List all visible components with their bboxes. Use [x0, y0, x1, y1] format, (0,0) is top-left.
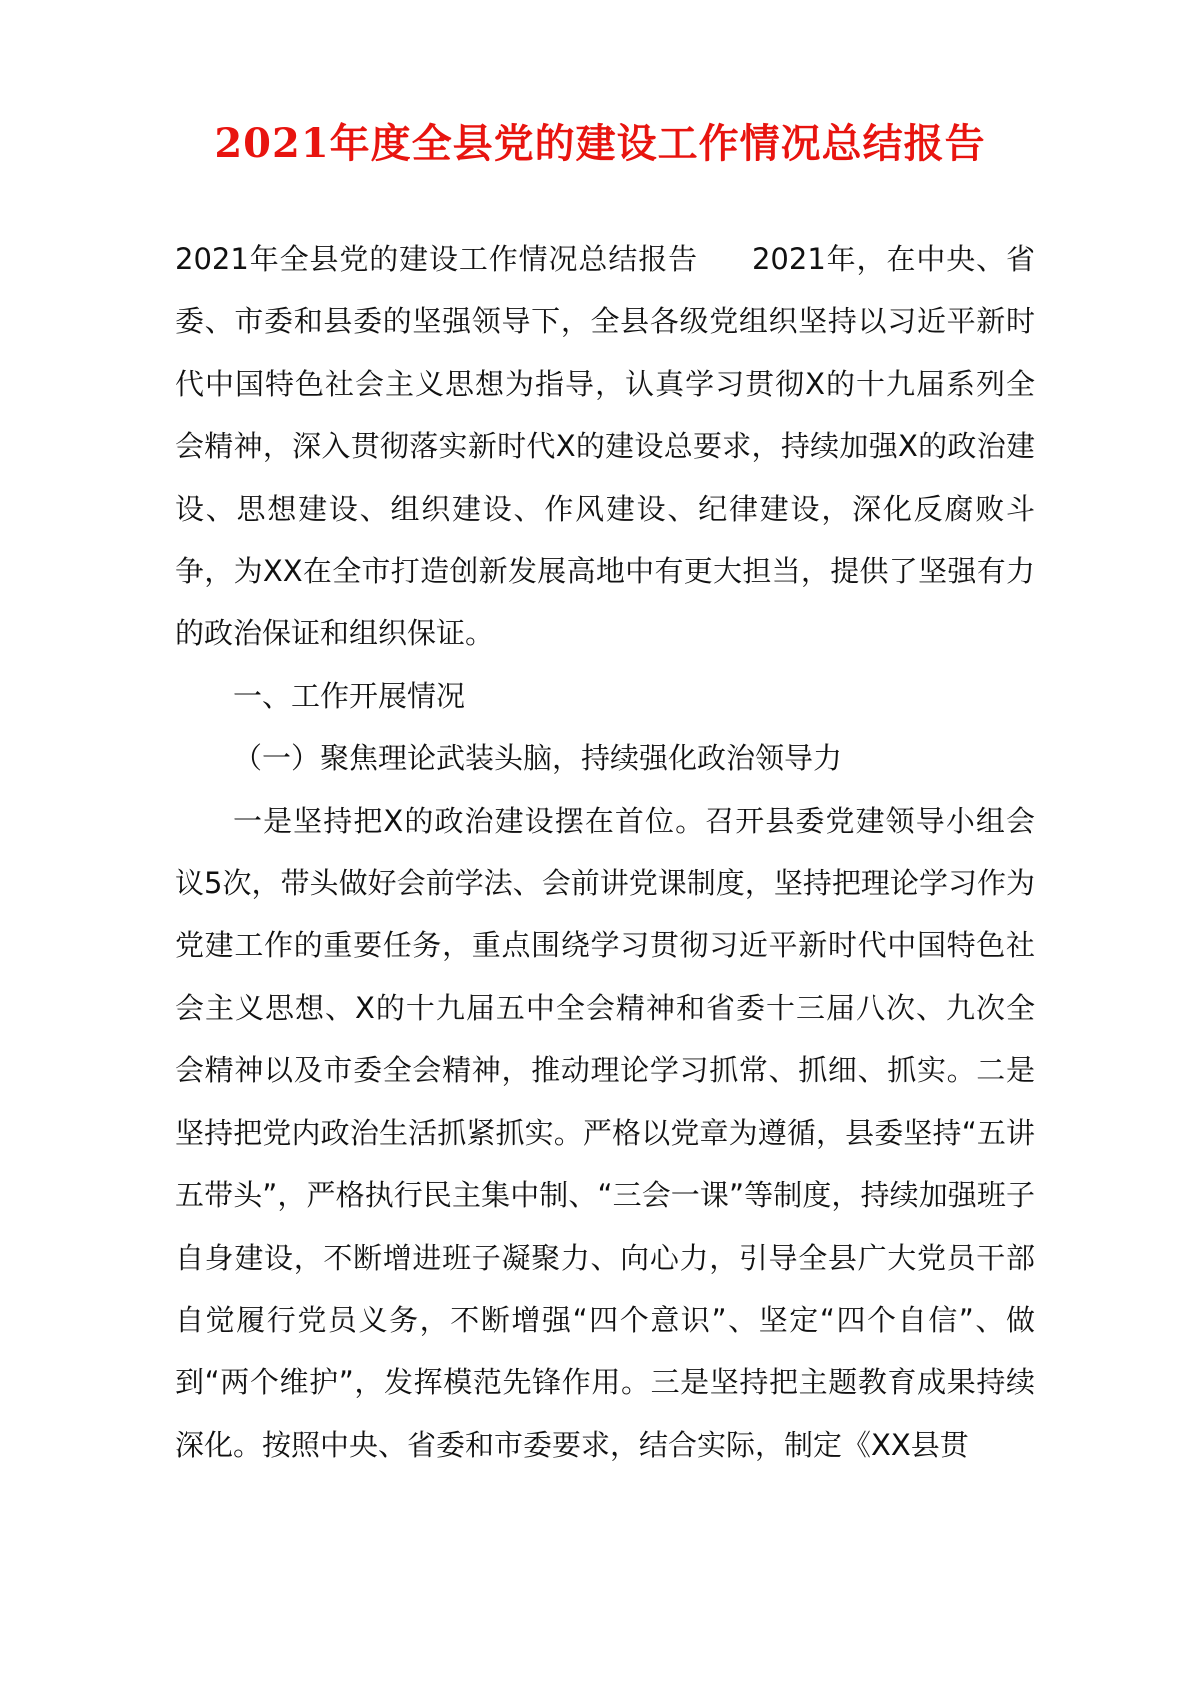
document-title: 2021年度全县党的建设工作情况总结报告 [214, 120, 986, 167]
document-body [175, 228, 1035, 1476]
intro-body: 2021年，在中央、省委、市委和县委的坚强领导下，全县各级党组织坚持以习近平新时代中国特色社会主义思想为指导，认真学习贯彻X的十九届系列全会精神，深入贯彻落实新时代X的建设总要求，持续加强X的政治建设、思想建设、组织建设、作风建设、纪律建设，深化反腐败斗争，为XX在全市打造创新发展高地中有更大担当，提供了坚强有力的政治保证和组织保证。 [175, 242, 1035, 651]
intro-paragraph [175, 228, 1035, 665]
intro-heading: 2021年全县党的建设工作情况总结报告 [175, 242, 698, 276]
subsection-1-heading: （一）聚焦理论武装头脑，持续强化政治领导力 [233, 741, 843, 776]
paragraph-1: 一是坚持把X的政治建设摆在首位。召开县委党建领导小组会议5次，带头做好会前学法、会前讲党课制度，坚持把理论学习作为党建工作的重要任务，重点围绕学习贯彻习近平新时代中国特色社会主义思想、X的十九届五中全会精神和省委十三届八次、九次全会精神以及市委全会精神，推动理论学习抓常、抓细、抓实。二是坚持把党内政治生活抓紧抓实。严格以党章为遵循，县委坚持“五讲五带头”，严格执行民主集中制、“三会一课”等制度，持续加强班子自身建设，不断增进班子凝聚力、向心力，引导全县广大党员干部自觉履行党员义务，不断增强“四个意识”、坚定“四个自信”、做到“两个维护”，发挥模范先锋作用。三是坚持把主题教育成果持续深化。按照中央、省委和市委要求，结合实际，制定《XX县贯 [175, 803, 1035, 1462]
section-1-heading: 一、工作开展情况 [233, 678, 466, 713]
